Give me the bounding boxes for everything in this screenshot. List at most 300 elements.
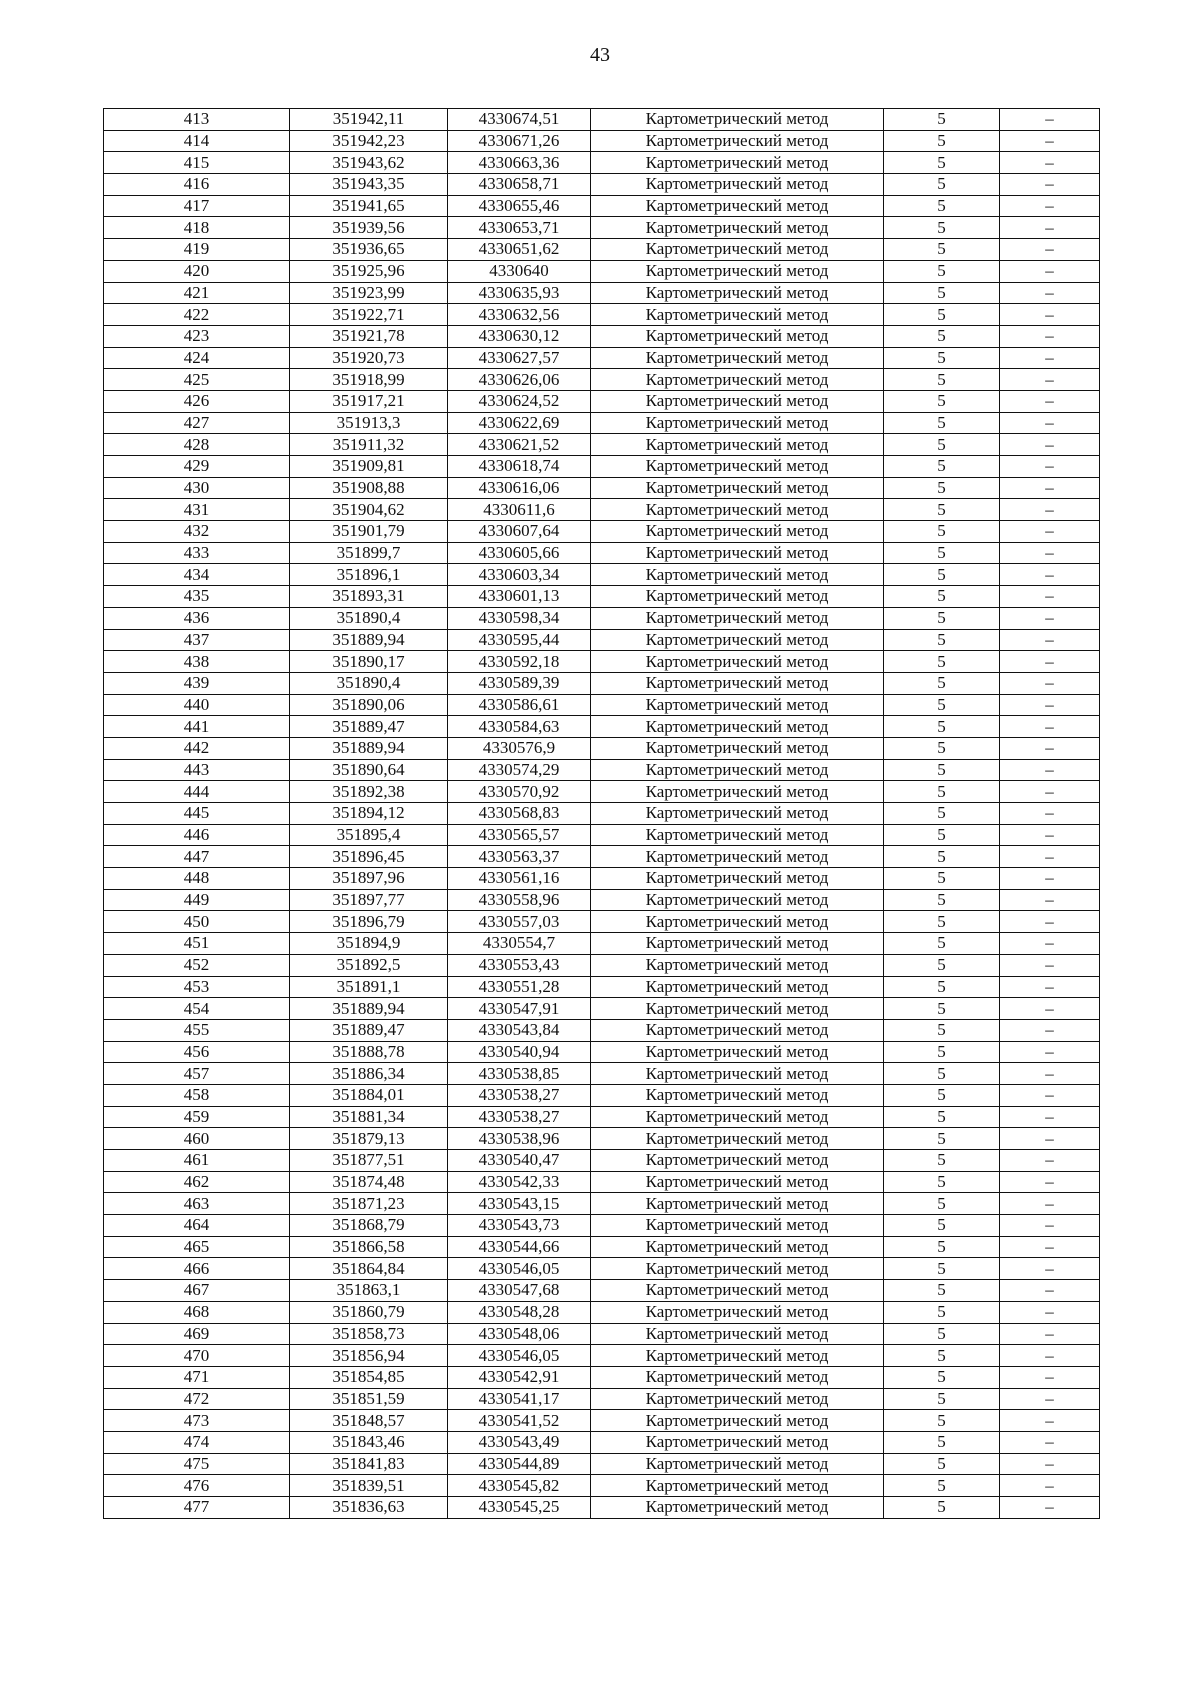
y-coordinate-cell: 4330546,05 bbox=[448, 1345, 591, 1367]
table-row bbox=[104, 1475, 1100, 1497]
y-coordinate-cell: 4330651,62 bbox=[448, 239, 591, 261]
table-row bbox=[104, 1323, 1100, 1345]
x-coordinate-cell: 351920,73 bbox=[290, 347, 448, 369]
y-coordinate-cell: 4330544,66 bbox=[448, 1236, 591, 1258]
point-number-cell: 464 bbox=[104, 1215, 290, 1237]
accuracy-cell: 5 bbox=[884, 824, 1000, 846]
table-row bbox=[104, 1106, 1100, 1128]
method-cell: Картометрический метод bbox=[591, 976, 884, 998]
table-row bbox=[104, 347, 1100, 369]
point-number-cell: 474 bbox=[104, 1431, 290, 1453]
y-coordinate-cell: 4330584,63 bbox=[448, 716, 591, 738]
table-row bbox=[104, 933, 1100, 955]
table-row bbox=[104, 803, 1100, 825]
table-row bbox=[104, 629, 1100, 651]
note-cell: – bbox=[1000, 737, 1100, 759]
x-coordinate-cell: 351942,11 bbox=[290, 109, 448, 131]
note-cell: – bbox=[1000, 1193, 1100, 1215]
point-number-cell: 417 bbox=[104, 195, 290, 217]
table-row bbox=[104, 152, 1100, 174]
point-number-cell: 468 bbox=[104, 1301, 290, 1323]
note-cell: – bbox=[1000, 1258, 1100, 1280]
x-coordinate-cell: 351921,78 bbox=[290, 325, 448, 347]
table-row bbox=[104, 325, 1100, 347]
accuracy-cell: 5 bbox=[884, 1366, 1000, 1388]
note-cell: – bbox=[1000, 954, 1100, 976]
note-cell: – bbox=[1000, 1410, 1100, 1432]
table-row bbox=[104, 1084, 1100, 1106]
note-cell: – bbox=[1000, 1150, 1100, 1172]
y-coordinate-cell: 4330635,93 bbox=[448, 282, 591, 304]
x-coordinate-cell: 351894,12 bbox=[290, 803, 448, 825]
point-number-cell: 425 bbox=[104, 369, 290, 391]
accuracy-cell: 5 bbox=[884, 586, 1000, 608]
note-cell: – bbox=[1000, 933, 1100, 955]
accuracy-cell: 5 bbox=[884, 325, 1000, 347]
coordinates-table-body bbox=[104, 109, 1100, 1519]
table-row bbox=[104, 781, 1100, 803]
accuracy-cell: 5 bbox=[884, 260, 1000, 282]
y-coordinate-cell: 4330627,57 bbox=[448, 347, 591, 369]
point-number-cell: 428 bbox=[104, 434, 290, 456]
accuracy-cell: 5 bbox=[884, 976, 1000, 998]
x-coordinate-cell: 351871,23 bbox=[290, 1193, 448, 1215]
accuracy-cell: 5 bbox=[884, 195, 1000, 217]
accuracy-cell: 5 bbox=[884, 803, 1000, 825]
table-row bbox=[104, 889, 1100, 911]
x-coordinate-cell: 351892,5 bbox=[290, 954, 448, 976]
point-number-cell: 458 bbox=[104, 1084, 290, 1106]
note-cell: – bbox=[1000, 1345, 1100, 1367]
y-coordinate-cell: 4330595,44 bbox=[448, 629, 591, 651]
note-cell: – bbox=[1000, 1019, 1100, 1041]
accuracy-cell: 5 bbox=[884, 174, 1000, 196]
table-row bbox=[104, 1063, 1100, 1085]
y-coordinate-cell: 4330538,27 bbox=[448, 1106, 591, 1128]
accuracy-cell: 5 bbox=[884, 239, 1000, 261]
y-coordinate-cell: 4330576,9 bbox=[448, 737, 591, 759]
x-coordinate-cell: 351939,56 bbox=[290, 217, 448, 239]
table-row bbox=[104, 412, 1100, 434]
point-number-cell: 471 bbox=[104, 1366, 290, 1388]
method-cell: Картометрический метод bbox=[591, 911, 884, 933]
accuracy-cell: 5 bbox=[884, 1084, 1000, 1106]
accuracy-cell: 5 bbox=[884, 1063, 1000, 1085]
note-cell: – bbox=[1000, 1084, 1100, 1106]
x-coordinate-cell: 351909,81 bbox=[290, 456, 448, 478]
point-number-cell: 454 bbox=[104, 998, 290, 1020]
accuracy-cell: 5 bbox=[884, 1236, 1000, 1258]
y-coordinate-cell: 4330653,71 bbox=[448, 217, 591, 239]
point-number-cell: 442 bbox=[104, 737, 290, 759]
method-cell: Картометрический метод bbox=[591, 1431, 884, 1453]
accuracy-cell: 5 bbox=[884, 607, 1000, 629]
note-cell: – bbox=[1000, 781, 1100, 803]
note-cell: – bbox=[1000, 412, 1100, 434]
table-row bbox=[104, 239, 1100, 261]
accuracy-cell: 5 bbox=[884, 716, 1000, 738]
method-cell: Картометрический метод bbox=[591, 369, 884, 391]
method-cell: Картометрический метод bbox=[591, 954, 884, 976]
table-row bbox=[104, 1258, 1100, 1280]
y-coordinate-cell: 4330554,7 bbox=[448, 933, 591, 955]
table-row bbox=[104, 737, 1100, 759]
note-cell: – bbox=[1000, 369, 1100, 391]
method-cell: Картометрический метод bbox=[591, 1366, 884, 1388]
x-coordinate-cell: 351892,38 bbox=[290, 781, 448, 803]
y-coordinate-cell: 4330616,06 bbox=[448, 477, 591, 499]
x-coordinate-cell: 351890,06 bbox=[290, 694, 448, 716]
y-coordinate-cell: 4330547,68 bbox=[448, 1280, 591, 1302]
note-cell: – bbox=[1000, 672, 1100, 694]
y-coordinate-cell: 4330543,49 bbox=[448, 1431, 591, 1453]
method-cell: Картометрический метод bbox=[591, 1475, 884, 1497]
accuracy-cell: 5 bbox=[884, 390, 1000, 412]
note-cell: – bbox=[1000, 629, 1100, 651]
y-coordinate-cell: 4330547,91 bbox=[448, 998, 591, 1020]
table-row bbox=[104, 1019, 1100, 1041]
y-coordinate-cell: 4330545,82 bbox=[448, 1475, 591, 1497]
y-coordinate-cell: 4330558,96 bbox=[448, 889, 591, 911]
accuracy-cell: 5 bbox=[884, 694, 1000, 716]
table-row bbox=[104, 499, 1100, 521]
point-number-cell: 475 bbox=[104, 1453, 290, 1475]
x-coordinate-cell: 351894,9 bbox=[290, 933, 448, 955]
method-cell: Картометрический метод bbox=[591, 109, 884, 131]
note-cell: – bbox=[1000, 109, 1100, 131]
accuracy-cell: 5 bbox=[884, 759, 1000, 781]
y-coordinate-cell: 4330611,6 bbox=[448, 499, 591, 521]
table-row bbox=[104, 130, 1100, 152]
note-cell: – bbox=[1000, 390, 1100, 412]
y-coordinate-cell: 4330624,52 bbox=[448, 390, 591, 412]
x-coordinate-cell: 351896,79 bbox=[290, 911, 448, 933]
note-cell: – bbox=[1000, 1280, 1100, 1302]
point-number-cell: 447 bbox=[104, 846, 290, 868]
method-cell: Картометрический метод bbox=[591, 846, 884, 868]
method-cell: Картометрический метод bbox=[591, 1323, 884, 1345]
x-coordinate-cell: 351851,59 bbox=[290, 1388, 448, 1410]
point-number-cell: 426 bbox=[104, 390, 290, 412]
table-row bbox=[104, 1128, 1100, 1150]
x-coordinate-cell: 351925,96 bbox=[290, 260, 448, 282]
y-coordinate-cell: 4330601,13 bbox=[448, 586, 591, 608]
table-row bbox=[104, 759, 1100, 781]
x-coordinate-cell: 351839,51 bbox=[290, 1475, 448, 1497]
accuracy-cell: 5 bbox=[884, 1128, 1000, 1150]
x-coordinate-cell: 351904,62 bbox=[290, 499, 448, 521]
x-coordinate-cell: 351893,31 bbox=[290, 586, 448, 608]
table-row bbox=[104, 369, 1100, 391]
point-number-cell: 473 bbox=[104, 1410, 290, 1432]
method-cell: Картометрический метод bbox=[591, 998, 884, 1020]
y-coordinate-cell: 4330542,91 bbox=[448, 1366, 591, 1388]
x-coordinate-cell: 351864,84 bbox=[290, 1258, 448, 1280]
table-row bbox=[104, 716, 1100, 738]
method-cell: Картометрический метод bbox=[591, 1215, 884, 1237]
method-cell: Картометрический метод bbox=[591, 564, 884, 586]
table-row bbox=[104, 1388, 1100, 1410]
accuracy-cell: 5 bbox=[884, 651, 1000, 673]
method-cell: Картометрический метод bbox=[591, 477, 884, 499]
note-cell: – bbox=[1000, 1301, 1100, 1323]
accuracy-cell: 5 bbox=[884, 542, 1000, 564]
y-coordinate-cell: 4330546,05 bbox=[448, 1258, 591, 1280]
point-number-cell: 435 bbox=[104, 586, 290, 608]
point-number-cell: 462 bbox=[104, 1171, 290, 1193]
note-cell: – bbox=[1000, 456, 1100, 478]
table-row bbox=[104, 564, 1100, 586]
accuracy-cell: 5 bbox=[884, 152, 1000, 174]
table-row bbox=[104, 911, 1100, 933]
accuracy-cell: 5 bbox=[884, 911, 1000, 933]
point-number-cell: 457 bbox=[104, 1063, 290, 1085]
accuracy-cell: 5 bbox=[884, 1388, 1000, 1410]
x-coordinate-cell: 351889,94 bbox=[290, 998, 448, 1020]
page-number: 43 bbox=[590, 44, 610, 66]
table-row bbox=[104, 976, 1100, 998]
x-coordinate-cell: 351884,01 bbox=[290, 1084, 448, 1106]
x-coordinate-cell: 351890,17 bbox=[290, 651, 448, 673]
x-coordinate-cell: 351922,71 bbox=[290, 304, 448, 326]
note-cell: – bbox=[1000, 521, 1100, 543]
method-cell: Картометрический метод bbox=[591, 586, 884, 608]
table-row bbox=[104, 998, 1100, 1020]
table-row bbox=[104, 260, 1100, 282]
method-cell: Картометрический метод bbox=[591, 390, 884, 412]
y-coordinate-cell: 4330541,52 bbox=[448, 1410, 591, 1432]
method-cell: Картометрический метод bbox=[591, 347, 884, 369]
note-cell: – bbox=[1000, 824, 1100, 846]
point-number-cell: 433 bbox=[104, 542, 290, 564]
method-cell: Картометрический метод bbox=[591, 824, 884, 846]
method-cell: Картометрический метод bbox=[591, 716, 884, 738]
y-coordinate-cell: 4330538,96 bbox=[448, 1128, 591, 1150]
point-number-cell: 451 bbox=[104, 933, 290, 955]
y-coordinate-cell: 4330586,61 bbox=[448, 694, 591, 716]
point-number-cell: 424 bbox=[104, 347, 290, 369]
x-coordinate-cell: 351908,88 bbox=[290, 477, 448, 499]
point-number-cell: 434 bbox=[104, 564, 290, 586]
y-coordinate-cell: 4330561,16 bbox=[448, 868, 591, 890]
x-coordinate-cell: 351896,1 bbox=[290, 564, 448, 586]
point-number-cell: 450 bbox=[104, 911, 290, 933]
accuracy-cell: 5 bbox=[884, 1301, 1000, 1323]
point-number-cell: 444 bbox=[104, 781, 290, 803]
accuracy-cell: 5 bbox=[884, 1475, 1000, 1497]
y-coordinate-cell: 4330632,56 bbox=[448, 304, 591, 326]
y-coordinate-cell: 4330640 bbox=[448, 260, 591, 282]
x-coordinate-cell: 351863,1 bbox=[290, 1280, 448, 1302]
x-coordinate-cell: 351889,47 bbox=[290, 716, 448, 738]
note-cell: – bbox=[1000, 651, 1100, 673]
x-coordinate-cell: 351901,79 bbox=[290, 521, 448, 543]
table-row bbox=[104, 607, 1100, 629]
accuracy-cell: 5 bbox=[884, 282, 1000, 304]
point-number-cell: 459 bbox=[104, 1106, 290, 1128]
accuracy-cell: 5 bbox=[884, 434, 1000, 456]
y-coordinate-cell: 4330540,94 bbox=[448, 1041, 591, 1063]
accuracy-cell: 5 bbox=[884, 369, 1000, 391]
y-coordinate-cell: 4330548,06 bbox=[448, 1323, 591, 1345]
point-number-cell: 420 bbox=[104, 260, 290, 282]
table-row bbox=[104, 390, 1100, 412]
x-coordinate-cell: 351899,7 bbox=[290, 542, 448, 564]
note-cell: – bbox=[1000, 282, 1100, 304]
method-cell: Картометрический метод bbox=[591, 781, 884, 803]
table-row bbox=[104, 1236, 1100, 1258]
x-coordinate-cell: 351943,62 bbox=[290, 152, 448, 174]
accuracy-cell: 5 bbox=[884, 1497, 1000, 1519]
method-cell: Картометрический метод bbox=[591, 629, 884, 651]
point-number-cell: 470 bbox=[104, 1345, 290, 1367]
note-cell: – bbox=[1000, 1041, 1100, 1063]
note-cell: – bbox=[1000, 694, 1100, 716]
y-coordinate-cell: 4330543,15 bbox=[448, 1193, 591, 1215]
y-coordinate-cell: 4330622,69 bbox=[448, 412, 591, 434]
table-row bbox=[104, 1431, 1100, 1453]
note-cell: – bbox=[1000, 174, 1100, 196]
note-cell: – bbox=[1000, 911, 1100, 933]
table-row bbox=[104, 1041, 1100, 1063]
y-coordinate-cell: 4330548,28 bbox=[448, 1301, 591, 1323]
table-row bbox=[104, 1453, 1100, 1475]
point-number-cell: 460 bbox=[104, 1128, 290, 1150]
point-number-cell: 441 bbox=[104, 716, 290, 738]
point-number-cell: 443 bbox=[104, 759, 290, 781]
table-row bbox=[104, 586, 1100, 608]
method-cell: Картометрический метод bbox=[591, 1084, 884, 1106]
x-coordinate-cell: 351918,99 bbox=[290, 369, 448, 391]
note-cell: – bbox=[1000, 976, 1100, 998]
y-coordinate-cell: 4330621,52 bbox=[448, 434, 591, 456]
y-coordinate-cell: 4330563,37 bbox=[448, 846, 591, 868]
x-coordinate-cell: 351890,4 bbox=[290, 607, 448, 629]
table-row bbox=[104, 174, 1100, 196]
method-cell: Картометрический метод bbox=[591, 694, 884, 716]
note-cell: – bbox=[1000, 1063, 1100, 1085]
x-coordinate-cell: 351936,65 bbox=[290, 239, 448, 261]
y-coordinate-cell: 4330674,51 bbox=[448, 109, 591, 131]
note-cell: – bbox=[1000, 889, 1100, 911]
point-number-cell: 452 bbox=[104, 954, 290, 976]
method-cell: Картометрический метод bbox=[591, 759, 884, 781]
y-coordinate-cell: 4330538,85 bbox=[448, 1063, 591, 1085]
point-number-cell: 446 bbox=[104, 824, 290, 846]
point-number-cell: 432 bbox=[104, 521, 290, 543]
method-cell: Картометрический метод bbox=[591, 868, 884, 890]
x-coordinate-cell: 351841,83 bbox=[290, 1453, 448, 1475]
y-coordinate-cell: 4330545,25 bbox=[448, 1497, 591, 1519]
x-coordinate-cell: 351856,94 bbox=[290, 1345, 448, 1367]
table-row bbox=[104, 217, 1100, 239]
method-cell: Картометрический метод bbox=[591, 737, 884, 759]
accuracy-cell: 5 bbox=[884, 1258, 1000, 1280]
table-row bbox=[104, 954, 1100, 976]
x-coordinate-cell: 351923,99 bbox=[290, 282, 448, 304]
x-coordinate-cell: 351911,32 bbox=[290, 434, 448, 456]
method-cell: Картометрический метод bbox=[591, 1497, 884, 1519]
point-number-cell: 413 bbox=[104, 109, 290, 131]
accuracy-cell: 5 bbox=[884, 130, 1000, 152]
note-cell: – bbox=[1000, 260, 1100, 282]
y-coordinate-cell: 4330541,17 bbox=[448, 1388, 591, 1410]
method-cell: Картометрический метод bbox=[591, 217, 884, 239]
note-cell: – bbox=[1000, 347, 1100, 369]
y-coordinate-cell: 4330568,83 bbox=[448, 803, 591, 825]
accuracy-cell: 5 bbox=[884, 1410, 1000, 1432]
note-cell: – bbox=[1000, 325, 1100, 347]
accuracy-cell: 5 bbox=[884, 954, 1000, 976]
x-coordinate-cell: 351890,4 bbox=[290, 672, 448, 694]
note-cell: – bbox=[1000, 564, 1100, 586]
point-number-cell: 431 bbox=[104, 499, 290, 521]
y-coordinate-cell: 4330565,57 bbox=[448, 824, 591, 846]
point-number-cell: 449 bbox=[104, 889, 290, 911]
x-coordinate-cell: 351889,94 bbox=[290, 629, 448, 651]
note-cell: – bbox=[1000, 1366, 1100, 1388]
x-coordinate-cell: 351889,94 bbox=[290, 737, 448, 759]
point-number-cell: 422 bbox=[104, 304, 290, 326]
table-row bbox=[104, 109, 1100, 131]
x-coordinate-cell: 351941,65 bbox=[290, 195, 448, 217]
method-cell: Картометрический метод bbox=[591, 195, 884, 217]
method-cell: Картометрический метод bbox=[591, 889, 884, 911]
table-row bbox=[104, 434, 1100, 456]
note-cell: – bbox=[1000, 868, 1100, 890]
method-cell: Картометрический метод bbox=[591, 456, 884, 478]
method-cell: Картометрический метод bbox=[591, 1150, 884, 1172]
method-cell: Картометрический метод bbox=[591, 1019, 884, 1041]
note-cell: – bbox=[1000, 1236, 1100, 1258]
point-number-cell: 416 bbox=[104, 174, 290, 196]
method-cell: Картометрический метод bbox=[591, 152, 884, 174]
accuracy-cell: 5 bbox=[884, 868, 1000, 890]
x-coordinate-cell: 351879,13 bbox=[290, 1128, 448, 1150]
note-cell: – bbox=[1000, 152, 1100, 174]
note-cell: – bbox=[1000, 1475, 1100, 1497]
y-coordinate-cell: 4330655,46 bbox=[448, 195, 591, 217]
x-coordinate-cell: 351843,46 bbox=[290, 1431, 448, 1453]
point-number-cell: 438 bbox=[104, 651, 290, 673]
point-number-cell: 430 bbox=[104, 477, 290, 499]
x-coordinate-cell: 351877,51 bbox=[290, 1150, 448, 1172]
point-number-cell: 445 bbox=[104, 803, 290, 825]
accuracy-cell: 5 bbox=[884, 521, 1000, 543]
note-cell: – bbox=[1000, 1497, 1100, 1519]
x-coordinate-cell: 351874,48 bbox=[290, 1171, 448, 1193]
point-number-cell: 453 bbox=[104, 976, 290, 998]
method-cell: Картометрический метод bbox=[591, 1106, 884, 1128]
point-number-cell: 465 bbox=[104, 1236, 290, 1258]
point-number-cell: 440 bbox=[104, 694, 290, 716]
method-cell: Картометрический метод bbox=[591, 130, 884, 152]
y-coordinate-cell: 4330607,64 bbox=[448, 521, 591, 543]
x-coordinate-cell: 351886,34 bbox=[290, 1063, 448, 1085]
y-coordinate-cell: 4330557,03 bbox=[448, 911, 591, 933]
x-coordinate-cell: 351890,64 bbox=[290, 759, 448, 781]
note-cell: – bbox=[1000, 586, 1100, 608]
table-row bbox=[104, 456, 1100, 478]
method-cell: Картометрический метод bbox=[591, 1410, 884, 1432]
note-cell: – bbox=[1000, 1128, 1100, 1150]
y-coordinate-cell: 4330658,71 bbox=[448, 174, 591, 196]
point-number-cell: 477 bbox=[104, 1497, 290, 1519]
note-cell: – bbox=[1000, 846, 1100, 868]
table-row bbox=[104, 651, 1100, 673]
method-cell: Картометрический метод bbox=[591, 1171, 884, 1193]
method-cell: Картометрический метод bbox=[591, 174, 884, 196]
